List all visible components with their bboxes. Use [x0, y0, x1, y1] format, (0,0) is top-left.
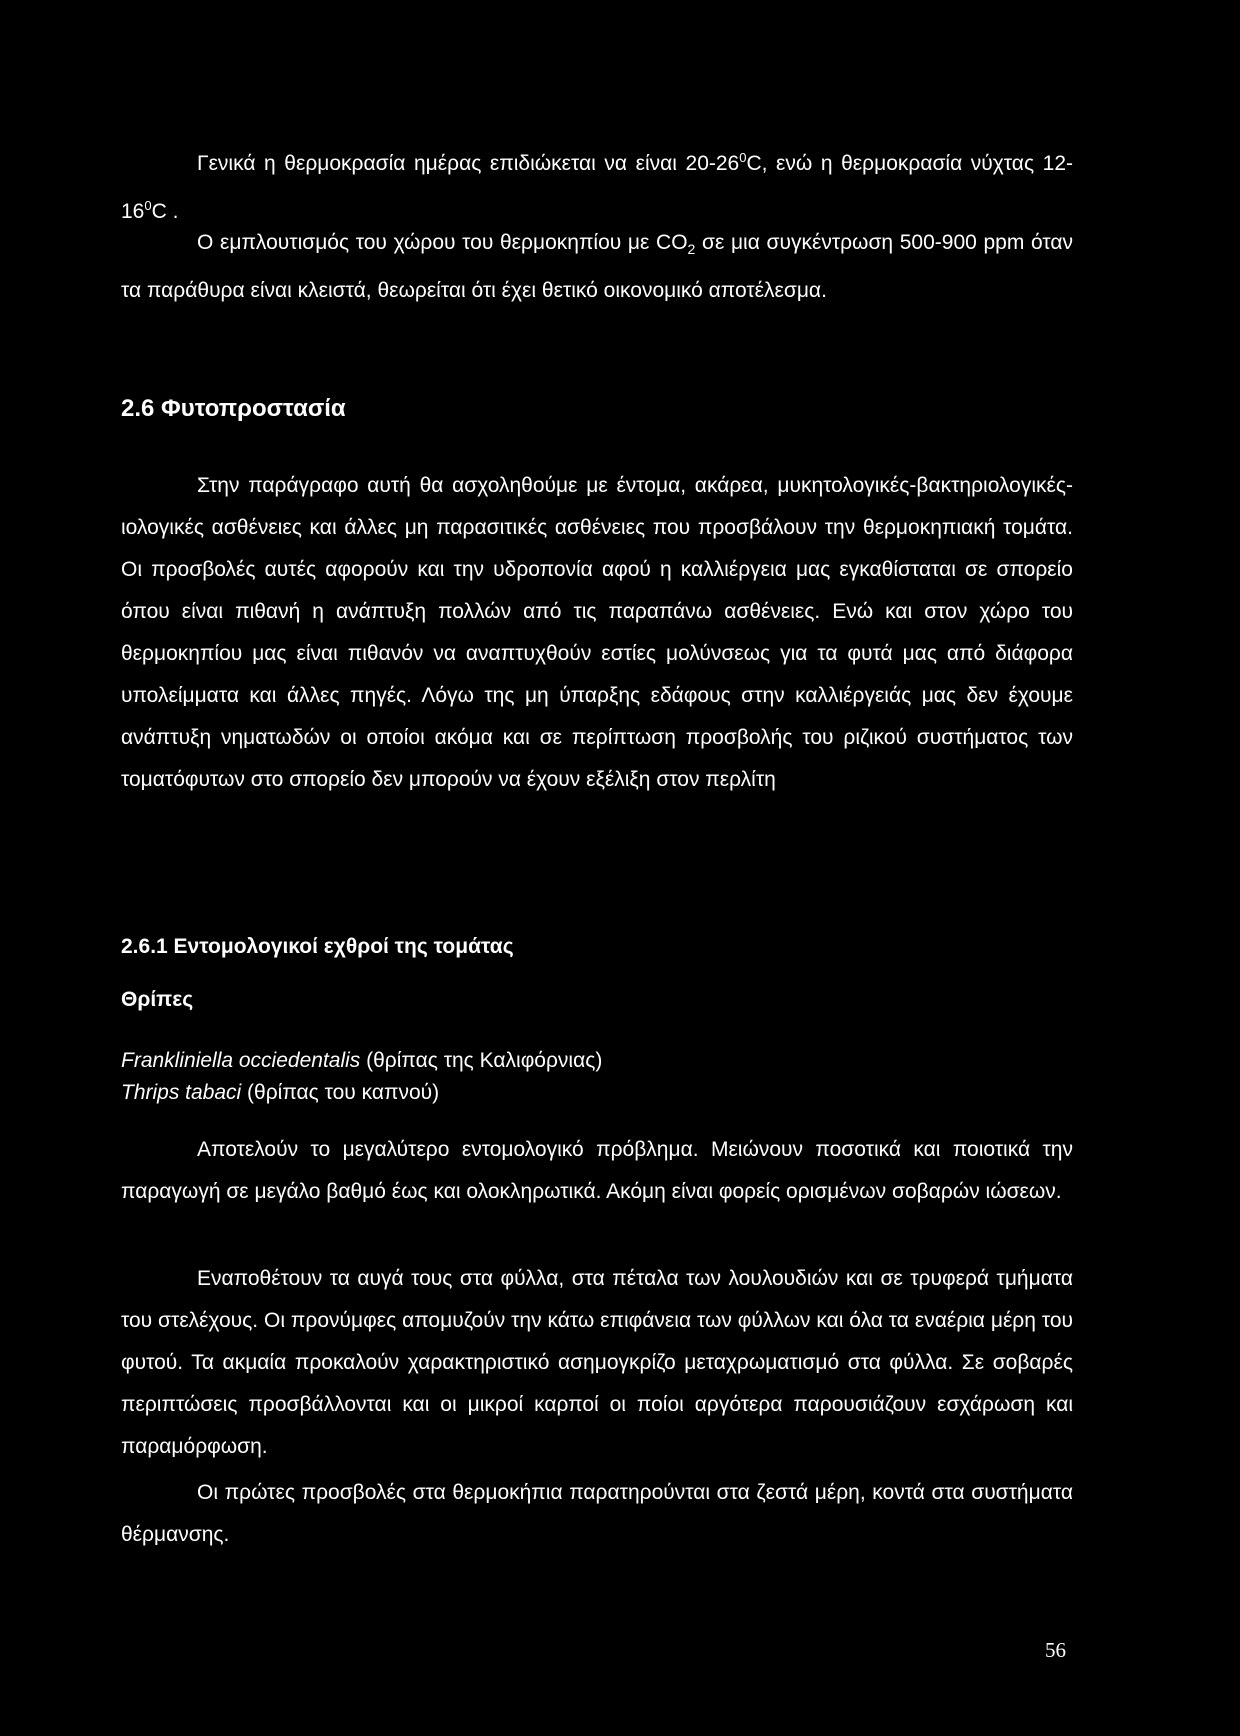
pest-paragraph-occurrence: Οι πρώτες προσβολές στα θερμοκήπια παρατηρούνται στα ζεστά μέρη, κοντά στα συστήματα θέρμανσης.	[121, 1481, 1073, 1546]
section-heading: 2.6 Φυτοπροστασία	[121, 395, 346, 422]
section-paragraph: Στην παράγραφο αυτή θα ασχοληθούμε με έντομα, ακάρεα, μυκητολογικές-βακτηριολογικές-ιολογικές ασθένειες και άλλες μη παρασιτικές ασθένειες που προσβάλουν την θερμοκηπιακή τομάτα. Οι προσβολές αυτές αφορούν και την υδροπονία αφού η καλλιέργεια μας εγκαθίσταται σε σπορείο όπου είναι πιθανή η ανάπτυξη πολλών από τις παραπάνω ασθένειες. Ενώ και στον χώρο του θερμοκηπίου μας είναι πιθανόν να αναπτυχθούν εστίες μολύνσεως για τα φυτά μας από διάφορα υπολείμματα και άλλες πηγές. Λόγω της μη ύπαρξης εδάφους στην καλλιέργειάς μας δεν έχουμε ανάπτυξη νηματωδών οι οποίοι ακόμα και σε περίπτωση προσβολής του ριζικού συστήματος των τοματόφυτων στο σπορείο δεν μπορούν να έχουν εξέλιξη στον περλίτη	[121, 474, 1073, 791]
species-item: Thrips tabaci (θρίπας του καπνού)	[121, 1081, 440, 1104]
species-item: Frankliniella occiedentalis (θρίπας της Καλιφόρνιας)	[121, 1049, 603, 1072]
page-number: 56	[1045, 1638, 1066, 1662]
intro-paragraph-temperature: Γενικά η θερμοκρασία ημέρας επιδιώκεται να είναι $20-26^0C$, ενώ η θερμοκρασία νύχτας $12-16^0C$ .	[121, 150, 1073, 223]
intro-paragraph-co2: Ο εμπλουτισμός του χώρου του θερμοκηπίου με $CO_2$ σε μια συγκέντρωση 500-900 ppm όταν τα παράθυρα είναι κλειστά, θεωρείται ότι έχει θετικό οικονομικό αποτέλεσμα.	[121, 231, 1073, 303]
pest-paragraph-impact: Αποτελούν το μεγαλύτερο εντομολογικό πρόβλημα. Μειώνουν ποσοτικά και ποιοτικά την παραγωγή σε μεγάλο βαθμό έως και ολοκληρωτικά. Ακόμη είναι φορείς ορισμένων σοβαρών ιώσεων.	[121, 1138, 1073, 1203]
pest-title: Θρίπες	[121, 988, 194, 1011]
pest-paragraph-biology: Εναποθέτουν τα αυγά τους στα φύλλα, στα πέταλα των λουλουδιών και σε τρυφερά τμήματα του στελέχους. Οι προνύμφες απομυζούν την κάτω επιφάνεια των φύλλων και όλα τα εναέρια μέρη του φυτού. Τα ακμαία προκαλούν χαρακτηριστικό ασημογκρίζο μεταχρωματισμό στα φύλλα. Σε σοβαρές περιπτώσεις προσβάλλονται και οι μικροί καρποί οι ποίοι αργότερα παρουσιάζουν εσχάρωση και παραμόρφωση.	[121, 1267, 1073, 1458]
subsection-heading: 2.6.1 Εντομολογικοί εχθροί της τομάτας	[121, 935, 514, 958]
